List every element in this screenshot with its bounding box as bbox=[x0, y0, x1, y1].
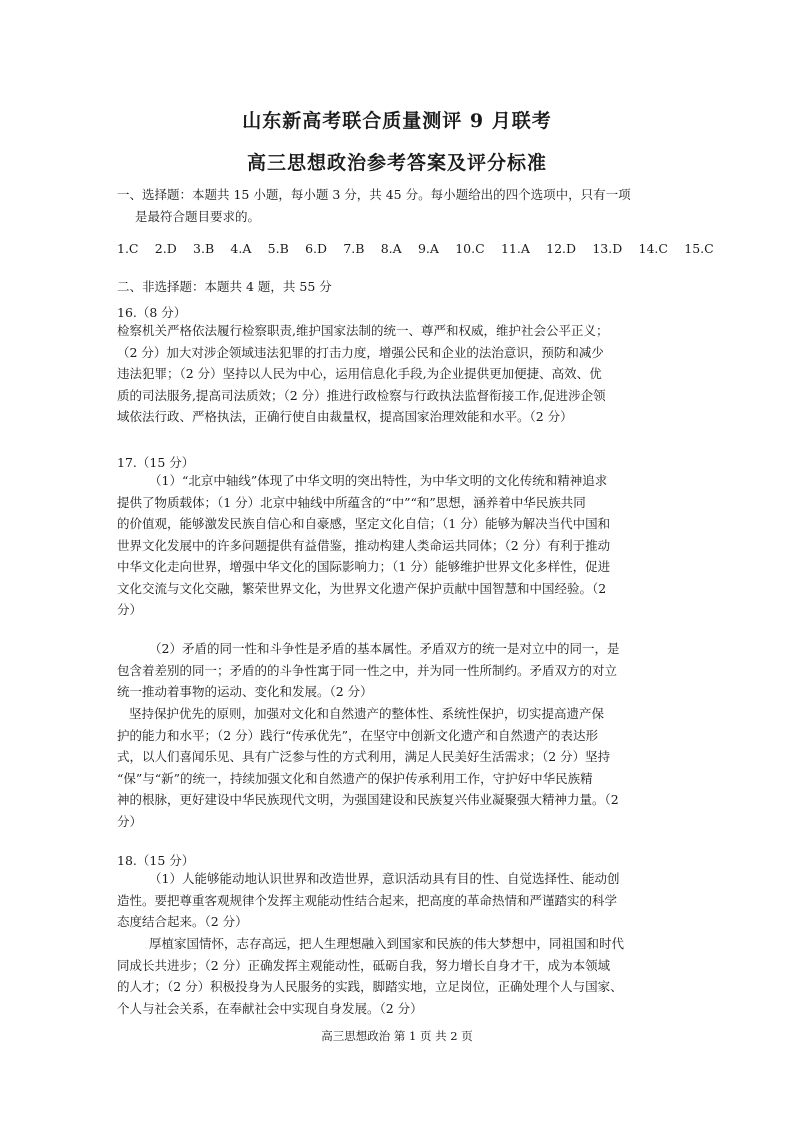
choice-answer: 9.A bbox=[417, 241, 439, 256]
question-18-part2-answer bbox=[117, 933, 681, 1019]
choice-answer: 8.A bbox=[380, 241, 402, 256]
answer-line: 坚持保护优先的原则，加强对文化和自然遗产的整体性、系统性保护，切实提高遗产保 bbox=[129, 706, 605, 721]
choice-answer: 11.A bbox=[500, 241, 530, 256]
question-18-heading: 18.（15 分） bbox=[117, 853, 195, 868]
choice-answer: 3.B bbox=[193, 241, 215, 256]
answer-line: 护的能力和水平；（2 分）践行“传承优先”，在坚守中创新文化遗产和自然遗产的表达形 bbox=[117, 727, 598, 743]
choice-answer: 4.A bbox=[230, 241, 252, 256]
question-18-part1-answer bbox=[117, 868, 681, 933]
answer-line: 分） bbox=[117, 602, 143, 617]
choice-answer: 12.D bbox=[546, 241, 577, 256]
choice-answer: 6.D bbox=[305, 241, 328, 256]
answer-line: 厚植家国情怀，志存高远，把人生理想融入到国家和民族的伟大梦想中，同祖国和时代 bbox=[149, 936, 625, 951]
answer-line: 世界文化发展中的许多问题提供有益借鉴，推动构建人类命运共同体；（2 分）有利于推动 bbox=[117, 537, 611, 553]
question-17-part1-answer bbox=[117, 470, 681, 621]
answer-line: 分） bbox=[117, 813, 143, 829]
answer-line: 中华文化走向世界，增强中华文化的国际影响力；（1 分）能够维护世界文化多样性，促进 bbox=[117, 559, 611, 574]
choice-answer-list bbox=[117, 241, 714, 256]
page-title: 山东新高考联合质量测评 9 月联考 bbox=[242, 110, 552, 132]
choice-answer: 7.B bbox=[343, 241, 365, 256]
section1-line: 一、选择题：本题共 15 小题，每小题 3 分，共 45 分。每小题给出的四个选项中，只有一项 bbox=[117, 187, 631, 202]
answer-line: 同成长共进步；（2 分）正确发挥主观能动性，砥砺自我，努力增长自身才干，成为本领域 bbox=[117, 957, 611, 973]
choice-answer: 13.D bbox=[592, 241, 623, 256]
question-17-part2-answer bbox=[117, 638, 681, 703]
section2-heading: 二、非选择题：本题共 4 题，共 55 分 bbox=[117, 279, 332, 294]
choice-answer: 1.C bbox=[117, 241, 139, 256]
answer-line: 神的根脉，更好建设中华民族现代文明，为强国建设和民族复兴伟业凝聚强大精神力量。（2 bbox=[117, 792, 619, 807]
answer-line: 提供了物质载体；（1 分）北京中轴线中所蕴含的“中”“和”思想，涵养着中华民族共同 bbox=[117, 494, 586, 510]
answer-line: 违法犯罪；（2 分）坚持以人民为中心，运用信息化手段,为企业提供更加便捷、高效、优 bbox=[117, 366, 602, 381]
answer-line: 统一推动着事物的运动、变化和发展。（2 分） bbox=[117, 684, 373, 699]
answer-line: “保”与“新”的统一，持续加强文化和自然遗产的保护传承利用工作，守护好中华民族精 bbox=[117, 770, 593, 786]
answer-line: （1）人能够能动地认识世界和改造世界，意识活动具有目的性、自觉选择性、能动创 bbox=[149, 871, 620, 886]
question-16-heading: 16.（8 分） bbox=[117, 305, 187, 320]
answer-line: 态度结合起来。（2 分） bbox=[117, 914, 248, 929]
answer-line: （1）“北京中轴线”体现了中华文明的突出特性，为中华文明的文化传统和精神追求 bbox=[149, 473, 608, 488]
answer-line: （2 分）加大对涉企领域违法犯罪的打击力度，增强公民和企业的法治意识，预防和减少 bbox=[117, 344, 604, 360]
question-17-part2-continued bbox=[117, 703, 681, 832]
answer-line: 包含着差别的同一；矛盾的的斗争性寓于同一性之中，并为同一性所制约。矛盾双方的对立 bbox=[117, 662, 618, 678]
answer-line: 域依法行政、严格执法，正确行使自由裁量权，提高国家治理效能和水平。（2 分） bbox=[117, 409, 573, 424]
answer-line: 文化交流与文化交融，繁荣世界文化，为世界文化遗产保护贡献中国智慧和中国经验。（2 bbox=[117, 580, 607, 596]
choice-answer: 5.B bbox=[267, 241, 289, 256]
page-subtitle: 高三思想政治参考答案及评分标准 bbox=[246, 152, 547, 174]
answer-line: 式，以人们喜闻乐见、具有广泛参与性的方式利用，满足人民美好生活需求；（2 分）坚持 bbox=[117, 749, 611, 764]
section1-line: 是最符合题目要求的。 bbox=[135, 208, 261, 224]
answer-line: 的价值观，能够激发民族自信心和自豪感，坚定文化自信；（1 分）能够为解决当代中国和 bbox=[117, 516, 611, 531]
choice-answer: 10.C bbox=[455, 241, 485, 256]
answer-line: 个人与社会关系，在奉献社会中实现自身发展。（2 分） bbox=[117, 1000, 423, 1016]
answer-line: 造性。要把尊重客观规律个发挥主观能动性结合起来，把高度的革命热情和严谨踏实的科学 bbox=[117, 892, 618, 908]
answer-line: 质的司法服务,提高司法质效；（2 分）推进行政检察与行政执法监督衔接工作,促进涉企领 bbox=[117, 387, 606, 403]
answer-line: （2）矛盾的同一性和斗争性是矛盾的基本属性。矛盾双方的统一是对立中的同一，是 bbox=[149, 641, 620, 656]
choice-answer: 14.C bbox=[638, 241, 668, 256]
question-17-heading: 17.（15 分） bbox=[117, 455, 195, 470]
answer-line: 检察机关严格依法履行检察职责,维护国家法制的统一、尊严和权威，维护社会公平正义； bbox=[117, 323, 609, 338]
choice-answer: 15.C bbox=[684, 241, 714, 256]
choice-answer: 2.D bbox=[154, 241, 177, 256]
page-footer: 高三思想政治 第 1 页 共 2 页 bbox=[321, 1029, 473, 1043]
section1-instructions bbox=[117, 184, 681, 227]
question-16-answer bbox=[117, 320, 681, 428]
answer-line: 的人才；（2 分）积极投身为人民服务的实践，脚踏实地，立足岗位，正确处理个人与国家、 bbox=[117, 979, 623, 994]
